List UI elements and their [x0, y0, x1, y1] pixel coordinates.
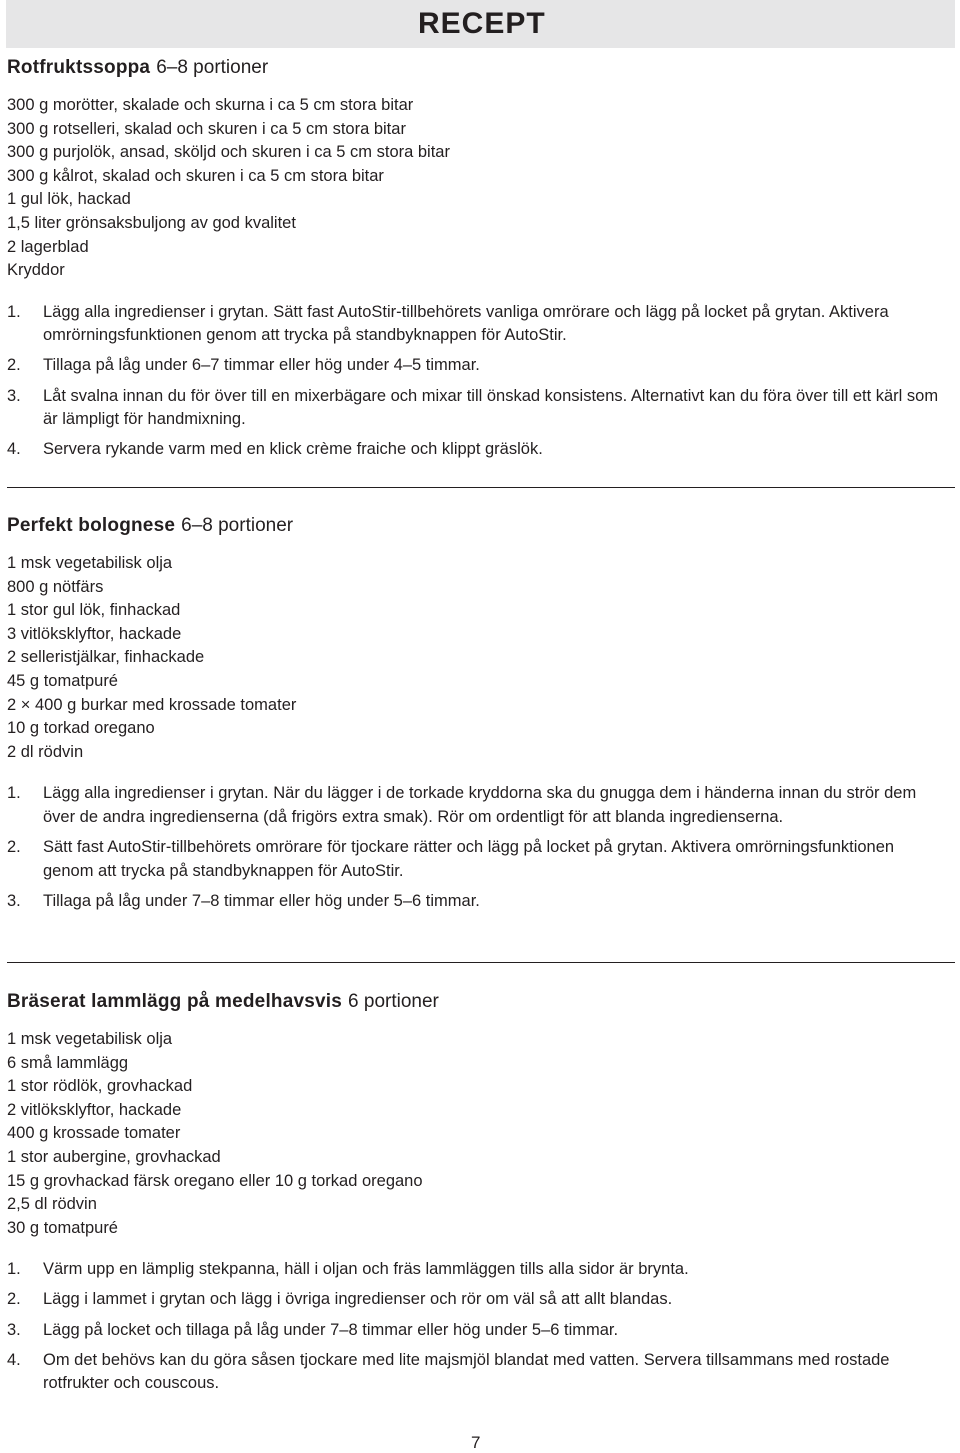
- step-text: Värm upp en lämplig stekpanna, häll i oljan och fräs lammläggen tills alla sidor är brynta.: [43, 1260, 689, 1279]
- ingredient-item: 45 g tomatpuré: [7, 671, 118, 690]
- ingredient-list: [7, 94, 955, 283]
- ingredient-item: 2 dl rödvin: [7, 742, 84, 761]
- step-item: [7, 438, 955, 462]
- step-number: 4.: [7, 1350, 21, 1369]
- step-number: 4.: [7, 440, 21, 459]
- ingredient-item: 800 g nötfärs: [7, 577, 104, 596]
- step-text: Servera rykande varm med en klick crème fraiche och klippt gräslök.: [43, 440, 543, 459]
- ingredient-item: 6 små lammlägg: [7, 1053, 129, 1072]
- page-title: RECEPT: [418, 7, 546, 40]
- ingredient-item: 300 g morötter, skalade och skurna i ca 5 cm stora bitar: [7, 96, 414, 114]
- step-item: [7, 354, 955, 378]
- step-item: [7, 782, 955, 829]
- step-text: Tillaga på låg under 6–7 timmar eller hög under 4–5 timmar.: [43, 356, 480, 375]
- step-text: Sätt fast AutoStir-tillbehörets omrörare för tjockare rätter och lägg på locket på grytan. Aktivera omrörningsfunktionen genom att trycka på standbyknappen för AutoStir.: [43, 838, 895, 880]
- step-number: 3.: [7, 386, 21, 405]
- step-text: Tillaga på låg under 7–8 timmar eller hög under 5–6 timmar.: [43, 891, 480, 910]
- ingredient-item: 1 stor aubergine, grovhackad: [7, 1147, 221, 1166]
- step-item: [7, 1319, 955, 1343]
- step-text: Lägg i lammet i grytan och lägg i övriga ingredienser och rör om väl så att allt blandas.: [43, 1290, 673, 1309]
- recipe-portions: 6–8 portioner: [181, 515, 294, 536]
- step-item: [7, 1288, 955, 1312]
- ingredient-item: 300 g rotselleri, skalad och skuren i ca 5 cm stora bitar: [7, 119, 406, 138]
- ingredient-item: 30 g tomatpuré: [7, 1218, 118, 1237]
- step-item: [7, 385, 955, 432]
- ingredient-item: 2,5 dl rödvin: [7, 1195, 97, 1214]
- step-number: 1.: [7, 784, 21, 803]
- ingredient-item: 1 msk vegetabilisk olja: [7, 554, 173, 572]
- step-list: [7, 1258, 955, 1395]
- ingredient-item: 1 msk vegetabilisk olja: [7, 1030, 173, 1048]
- ingredient-list: [7, 1028, 955, 1240]
- ingredient-item: 15 g grovhackad färsk oregano eller 10 g torkad oregano: [7, 1171, 423, 1190]
- recipe-title: Perfekt bolognese: [7, 515, 176, 536]
- ingredient-list: [7, 552, 955, 764]
- recipe-heading: [7, 56, 955, 80]
- step-number: 1.: [7, 302, 21, 321]
- ingredient-item: 2 selleristjälkar, finhackade: [7, 648, 205, 667]
- ingredient-item: 2 lagerblad: [7, 237, 89, 256]
- recipe-portions: 6–8 portioner: [156, 57, 269, 78]
- ingredient-item: 1 gul lök, hackad: [7, 190, 131, 209]
- ingredient-item: 300 g purjolök, ansad, sköljd och skuren i ca 5 cm stora bitar: [7, 143, 450, 162]
- recipe-rotfruktssoppa: [7, 56, 955, 468]
- step-number: 3.: [7, 1320, 21, 1339]
- step-number: 2.: [7, 838, 21, 857]
- recipe-heading: [7, 990, 955, 1014]
- ingredient-item: 1,5 liter grönsaksbuljong av god kvalitet: [7, 213, 296, 232]
- step-item: [7, 836, 955, 883]
- step-item: [7, 1258, 955, 1282]
- step-item: [7, 1349, 955, 1396]
- ingredient-item: 10 g torkad oregano: [7, 719, 155, 738]
- section-divider: [7, 487, 955, 488]
- page-number: 7: [471, 1433, 481, 1452]
- step-number: 2.: [7, 356, 21, 375]
- recipe-title: Rotfruktssoppa: [7, 57, 151, 78]
- ingredient-item: 1 stor gul lök, finhackad: [7, 601, 181, 620]
- step-item: [7, 301, 955, 348]
- step-list: [7, 301, 955, 462]
- ingredient-item: 2 vitlöksklyftor, hackade: [7, 1100, 182, 1119]
- step-text: Lägg på locket och tillaga på låg under 7–8 timmar eller hög under 5–6 timmar.: [43, 1320, 619, 1339]
- recipe-perfekt-bolognese: [7, 514, 955, 920]
- step-text: Låt svalna innan du för över till en mixerbägare och mixar till önskad konsistens. Alternativt kan du föra över till ett kärl som är lämpligt för handmixning.: [43, 386, 939, 429]
- recipe-portions: 6 portioner: [348, 991, 439, 1012]
- step-list: [7, 782, 955, 913]
- step-item: [7, 890, 955, 914]
- ingredient-item: 400 g krossade tomater: [7, 1124, 181, 1143]
- section-divider: [7, 962, 955, 963]
- step-number: 1.: [7, 1260, 21, 1279]
- ingredient-item: 1 stor rödlök, grovhackad: [7, 1077, 193, 1096]
- ingredient-item: 3 vitlöksklyftor, hackade: [7, 624, 182, 643]
- step-text: Lägg alla ingredienser i grytan. När du lägger i de torkade kryddorna ska du gnugga dem i händerna innan du strör dem över de andra ingredienserna (då frigörs extra smak). Rör om ordentligt för att blanda ingredienserna.: [43, 784, 917, 826]
- recipe-title: Bräserat lammlägg på medelhavsvis: [7, 991, 343, 1012]
- ingredient-item: 2 × 400 g burkar med krossade tomater: [7, 695, 297, 714]
- step-number: 3.: [7, 891, 21, 910]
- recipe-heading: [7, 514, 955, 538]
- ingredient-item: 300 g kålrot, skalad och skuren i ca 5 cm stora bitar: [7, 166, 384, 185]
- ingredient-item: Kryddor: [7, 261, 65, 280]
- step-text: Om det behövs kan du göra såsen tjockare med lite majsmjöl blandat med vatten. Servera tillsammans med rostade rotfrukter och couscous.: [43, 1350, 890, 1393]
- step-text: Lägg alla ingredienser i grytan. Sätt fast AutoStir-tillbehörets vanliga omrörare och lägg på locket på grytan. Aktivera omrörningsfunktionen genom att trycka på standbyknappen för AutoStir.: [43, 302, 889, 345]
- step-number: 2.: [7, 1290, 21, 1309]
- recipe-braserat-lammlagg: [7, 990, 955, 1402]
